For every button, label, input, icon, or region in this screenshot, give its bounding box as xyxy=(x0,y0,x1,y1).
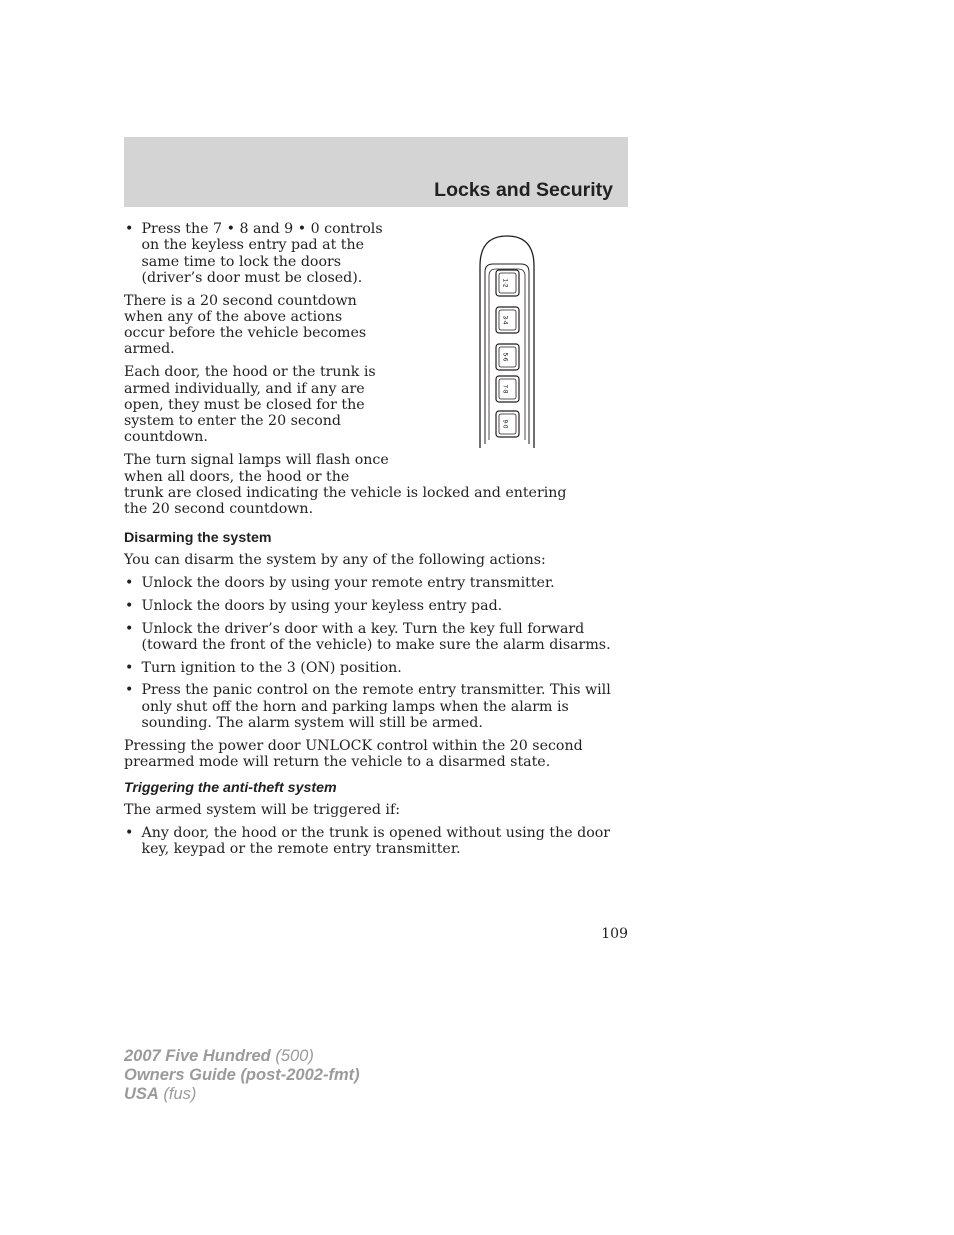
disarming-heading: Disarming the system xyxy=(124,530,272,547)
intro-bullet-list xyxy=(124,221,384,286)
svg-text:9·0: 9·0 xyxy=(501,419,508,429)
bullet-icon: • xyxy=(125,682,134,699)
page-body xyxy=(124,221,628,864)
countdown-paragraph: There is a 20 second countdown when any of the above actions occur before the vehicle becomes armed. xyxy=(124,292,367,358)
keypad-button xyxy=(496,376,519,402)
page-number: 109 xyxy=(601,926,628,942)
document-footer xyxy=(124,1047,360,1104)
footer-line-guide: Owners Guide (post-2002-fmt) xyxy=(124,1066,360,1084)
keypad-button xyxy=(496,344,519,370)
svg-text:5·6: 5·6 xyxy=(501,352,508,362)
svg-text:7·8: 7·8 xyxy=(501,384,508,394)
bullet-icon: • xyxy=(125,824,134,841)
keypad-button xyxy=(496,411,519,437)
keypad-button xyxy=(496,307,519,333)
intro-column xyxy=(124,221,384,446)
footer-line-market: USA (fus) xyxy=(124,1085,197,1103)
svg-text:3·4: 3·4 xyxy=(501,315,508,325)
triggering-bullet-list xyxy=(124,825,628,858)
disarming-closing-paragraph: Pressing the power door UNLOCK control within the 20 second prearmed mode will return the vehicle to a disarmed state. xyxy=(124,737,583,770)
list-item: • Unlock the doors by using your keyless entry pad. xyxy=(125,597,503,614)
triggering-intro: The armed system will be triggered if: xyxy=(124,802,400,819)
bullet-icon: • xyxy=(125,575,134,592)
turn-signal-paragraph: The turn signal lamps will flash once when all doors, the hood or the trunk are closed indicating the vehicle is locked and entering the 20 second countdown. xyxy=(124,452,567,518)
list-item: • Turn ignition to the 3 (ON) position. xyxy=(125,659,402,676)
bullet-icon: • xyxy=(125,597,134,614)
armed-individually-paragraph: Each door, the hood or the trunk is armed individually, and if any are open, they must be closed for the system to enter the 20 second countdown. xyxy=(124,364,376,446)
keypad-button xyxy=(496,270,519,296)
bullet-icon: • xyxy=(125,659,134,676)
list-item: • Press the 7 • 8 and 9 • 0 controls on the keyless entry pad at the same time to lock the doors (driver’s door must be closed). xyxy=(125,221,383,286)
svg-text:1·2: 1·2 xyxy=(501,278,508,288)
section-title: Locks and Security xyxy=(434,179,613,201)
footer-line-model: 2007 Five Hundred (500) xyxy=(124,1047,314,1065)
list-item: • Unlock the driver’s door with a key. Turn the key full forward (toward the front of the vehicle) to make sure the alarm disarms. xyxy=(125,620,611,653)
section-header-bar xyxy=(124,137,628,207)
bullet-icon: • xyxy=(125,620,134,637)
keyless-entry-keypad-illustration xyxy=(474,234,540,450)
disarming-intro: You can disarm the system by any of the following actions: xyxy=(124,552,546,569)
list-item: • Unlock the doors by using your remote entry transmitter. xyxy=(125,575,555,592)
triggering-heading: Triggering the anti-theft system xyxy=(124,780,337,797)
list-item: • Press the panic control on the remote entry transmitter. This will only shut off the horn and parking lamps when the alarm is sounding. The alarm system will still be armed. xyxy=(125,682,611,731)
disarming-bullet-list xyxy=(124,575,628,731)
list-item: • Any door, the hood or the trunk is opened without using the door key, keypad or the remote entry transmitter. xyxy=(125,824,611,858)
bullet-icon: • xyxy=(125,221,134,237)
